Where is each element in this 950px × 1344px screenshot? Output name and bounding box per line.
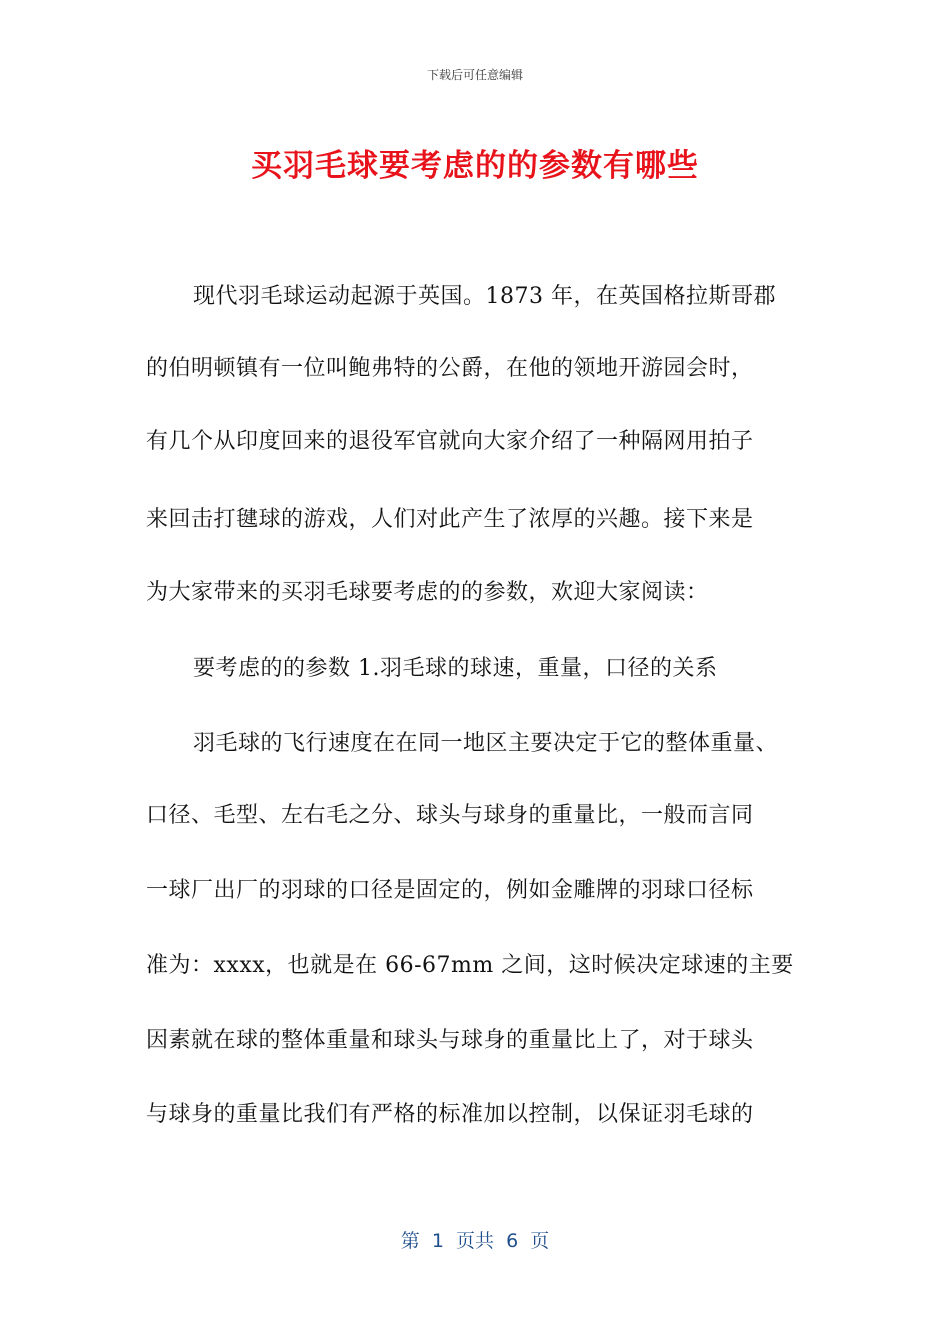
page-footer: 第 1 页共 6 页	[400, 1230, 550, 1252]
paragraph-line: 现代羽毛球运动起源于英国。1873 年，在英国格拉斯哥郡	[193, 284, 776, 309]
paragraph-line: 为大家带来的买羽毛球要考虑的的参数，欢迎大家阅读：	[146, 580, 709, 605]
paragraph-line: 因素就在球的整体重量和球头与球身的重量比上了，对于球头	[146, 1028, 754, 1053]
paragraph-line: 来回击打毽球的游戏，人们对此产生了浓厚的兴趣。接下来是	[146, 507, 754, 532]
paragraph-line: 的伯明顿镇有一位叫鲍弗特的公爵，在他的领地开游园会时，	[146, 356, 754, 381]
paragraph-line: 一球厂出厂的羽球的口径是固定的，例如金雕牌的羽球口径标	[146, 878, 754, 903]
paragraph-line: 有几个从印度回来的退役军官就向大家介绍了一种隔网用拍子	[146, 429, 754, 454]
paragraph-line: 准为：xxxx，也就是在 66-67mm 之间，这时候决定球速的主要	[146, 953, 794, 978]
header-note: 下载后可任意编辑	[426, 68, 523, 82]
section-heading: 要考虑的的参数 1.羽毛球的球速，重量，口径的关系	[193, 656, 718, 681]
paragraph-line: 与球身的重量比我们有严格的标准加以控制，以保证羽毛球的	[146, 1102, 754, 1127]
document-title: 买羽毛球要考虑的的参数有哪些	[251, 148, 699, 184]
paragraph-line: 羽毛球的飞行速度在在同一地区主要决定于它的整体重量、	[193, 731, 779, 756]
paragraph-line: 口径、毛型、左右毛之分、球头与球身的重量比，一般而言同	[146, 803, 754, 828]
